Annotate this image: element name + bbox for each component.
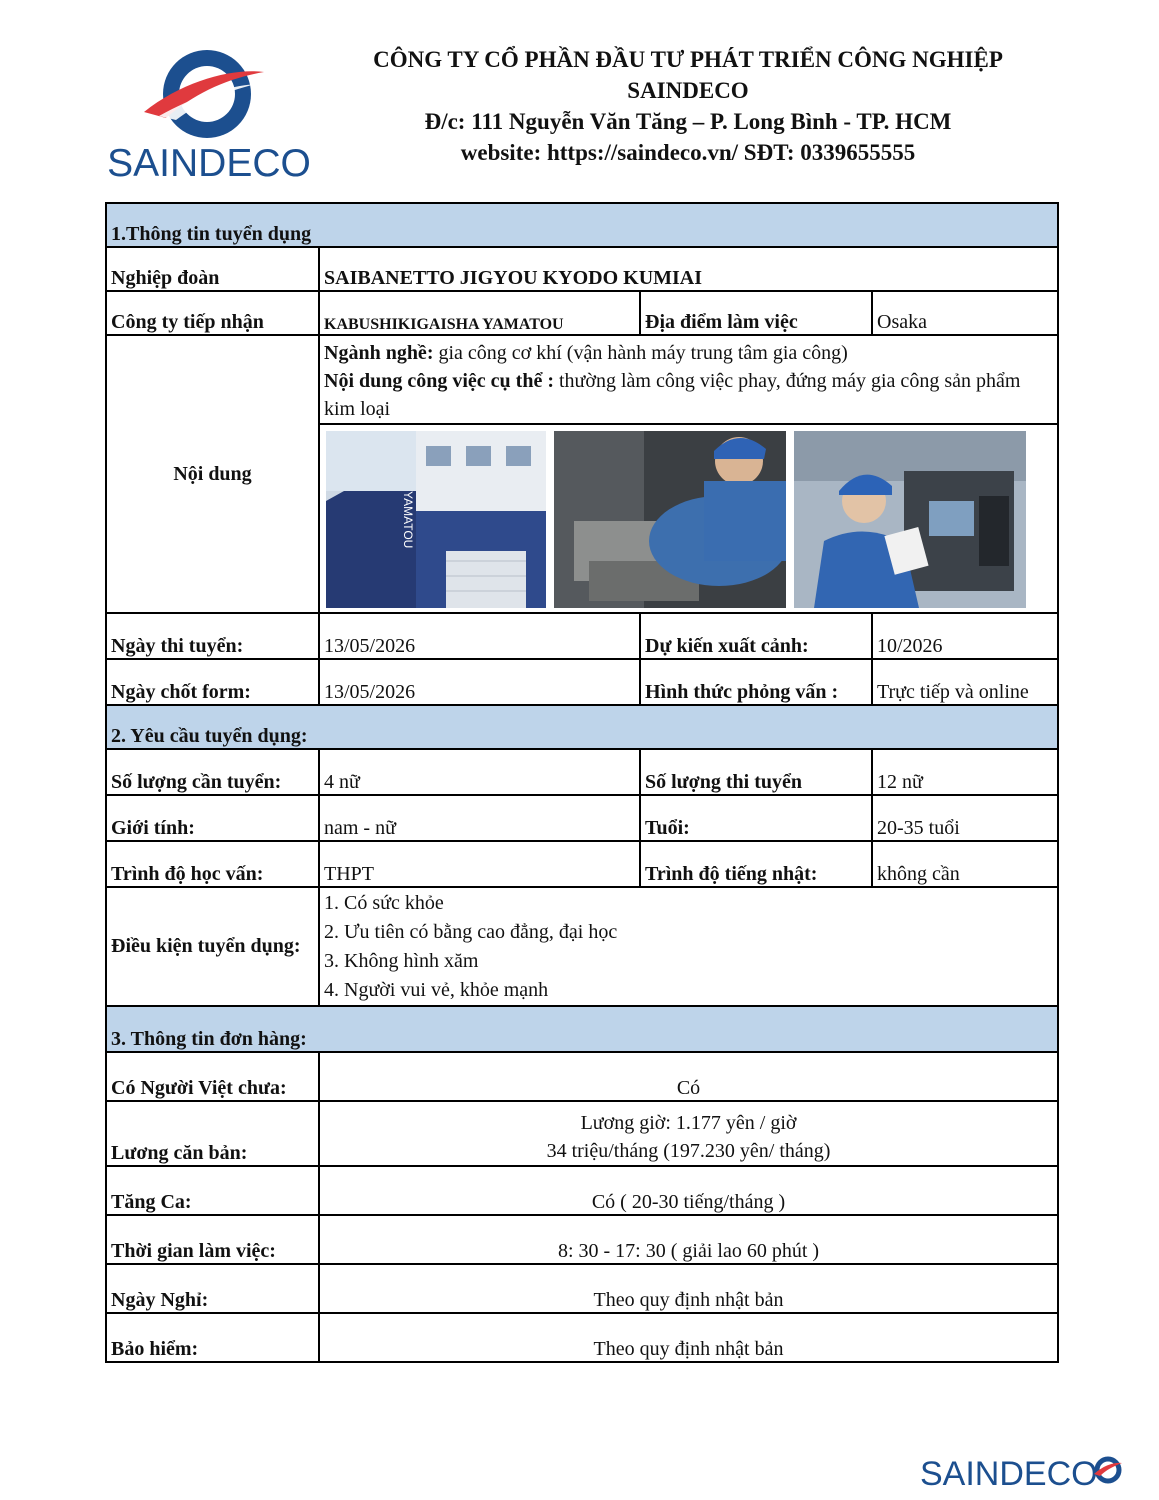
logo-wordmark: SAINDECO bbox=[107, 142, 311, 185]
company-header bbox=[330, 44, 1046, 168]
footer-logo-emblem-icon bbox=[1092, 1455, 1124, 1485]
interview-value: Trực tiếp và online bbox=[872, 659, 1058, 705]
overtime-label: Tăng Ca: bbox=[106, 1166, 319, 1215]
overtime-value: Có ( 20-30 tiếng/tháng ) bbox=[319, 1166, 1058, 1215]
condition-item: 4. Người vui vẻ, khỏe mạnh bbox=[324, 979, 549, 1001]
exam-count-label: Số lượng thi tuyển bbox=[640, 749, 872, 795]
conditions-list bbox=[319, 887, 1058, 1006]
insurance-value: Theo quy định nhật bản bbox=[319, 1313, 1058, 1362]
logo-emblem-icon bbox=[104, 40, 314, 150]
form-deadline-label: Ngày chốt form: bbox=[106, 659, 319, 705]
holidays-label: Ngày Nghỉ: bbox=[106, 1264, 319, 1313]
building-sign: YAMATOU bbox=[401, 491, 415, 549]
interview-label: Hình thức phỏng vấn : bbox=[640, 659, 872, 705]
condition-item: 2. Ưu tiên có bằng cao đẳng, đại học bbox=[324, 921, 618, 943]
operator-photo bbox=[794, 431, 1026, 608]
job-label: Nội dung công việc cụ thể : bbox=[324, 370, 554, 392]
holidays-value: Theo quy định nhật bản bbox=[319, 1264, 1058, 1313]
japanese-label: Trình độ tiếng nhật: bbox=[640, 841, 872, 887]
age-value: 20-35 tuổi bbox=[872, 795, 1058, 841]
machining-photo bbox=[554, 431, 786, 608]
japanese-value: không cần bbox=[872, 841, 1058, 887]
age-label: Tuổi: bbox=[640, 795, 872, 841]
content-label: Nội dung bbox=[106, 335, 319, 613]
company-contact: website: https://saindeco.vn/ SĐT: 0339655555 bbox=[460, 140, 916, 165]
form-deadline-value: 13/05/2026 bbox=[319, 659, 640, 705]
union-value: SAIBANETTO JIGYOU KYODO KUMIAI bbox=[319, 247, 1058, 291]
vietnamese-value: Có bbox=[319, 1052, 1058, 1101]
salary-hourly: Lương giờ: 1.177 yên / giờ bbox=[580, 1112, 797, 1134]
photo-row bbox=[319, 424, 1058, 613]
section3-title: 3. Thông tin đơn hàng: bbox=[106, 1006, 1058, 1052]
footer-logo bbox=[920, 1455, 1124, 1494]
footer-logo-text: SAINDECO bbox=[920, 1455, 1098, 1493]
condition-item: 3. Không hình xăm bbox=[324, 950, 479, 972]
company-label: Công ty tiếp nhận bbox=[106, 291, 319, 335]
gender-value: nam - nữ bbox=[319, 795, 640, 841]
company-address: Đ/c: 111 Nguyễn Văn Tăng – P. Long Bình - TP. HCM bbox=[424, 109, 952, 134]
conditions-label: Điều kiện tuyển dụng: bbox=[106, 887, 319, 1006]
exam-count-value: 12 nữ bbox=[872, 749, 1058, 795]
job-description bbox=[319, 335, 1058, 424]
exam-date-label: Ngày thi tuyển: bbox=[106, 613, 319, 659]
recruitment-table bbox=[105, 202, 1059, 1363]
gender-label: Giới tính: bbox=[106, 795, 319, 841]
industry-label: Ngành nghề: bbox=[324, 342, 434, 364]
condition-item: 1. Có sức khỏe bbox=[324, 892, 444, 914]
vietnamese-label: Có Người Việt chưa: bbox=[106, 1052, 319, 1101]
exam-date-value: 13/05/2026 bbox=[319, 613, 640, 659]
section1-title: 1.Thông tin tuyển dụng bbox=[106, 203, 1058, 247]
union-label: Nghiệp đoàn bbox=[106, 247, 319, 291]
needed-label: Số lượng cần tuyển: bbox=[106, 749, 319, 795]
salary-value bbox=[319, 1101, 1058, 1166]
location-value: Osaka bbox=[872, 291, 1058, 335]
company-name-line2: SAINDECO bbox=[627, 78, 749, 103]
industry-value: gia công cơ khí (vận hành máy trung tâm gia công) bbox=[433, 342, 848, 364]
insurance-label: Bảo hiểm: bbox=[106, 1313, 319, 1362]
departure-label: Dự kiến xuất cảnh: bbox=[640, 613, 872, 659]
hours-value: 8: 30 - 17: 30 ( giải lao 60 phút ) bbox=[319, 1215, 1058, 1264]
salary-label: Lương căn bản: bbox=[106, 1101, 319, 1166]
building-photo bbox=[326, 431, 546, 608]
company-value: KABUSHIKIGAISHA YAMATOU bbox=[319, 291, 640, 335]
job-value: thường làm công việc phay, đứng máy gia công sản phẩm kim loại bbox=[324, 370, 1021, 420]
needed-value: 4 nữ bbox=[319, 749, 640, 795]
salary-monthly: 34 triệu/tháng (197.230 yên/ tháng) bbox=[546, 1140, 831, 1162]
departure-value: 10/2026 bbox=[872, 613, 1058, 659]
location-label: Địa điểm làm việc bbox=[640, 291, 872, 335]
education-label: Trình độ học vấn: bbox=[106, 841, 319, 887]
education-value: THPT bbox=[319, 841, 640, 887]
hours-label: Thời gian làm việc: bbox=[106, 1215, 319, 1264]
company-logo bbox=[104, 40, 314, 190]
company-name-line1: CÔNG TY CỔ PHẦN ĐẦU TƯ PHÁT TRIỂN CÔNG NGHIỆP bbox=[373, 47, 1003, 72]
section2-title: 2. Yêu cầu tuyển dụng: bbox=[106, 705, 1058, 749]
